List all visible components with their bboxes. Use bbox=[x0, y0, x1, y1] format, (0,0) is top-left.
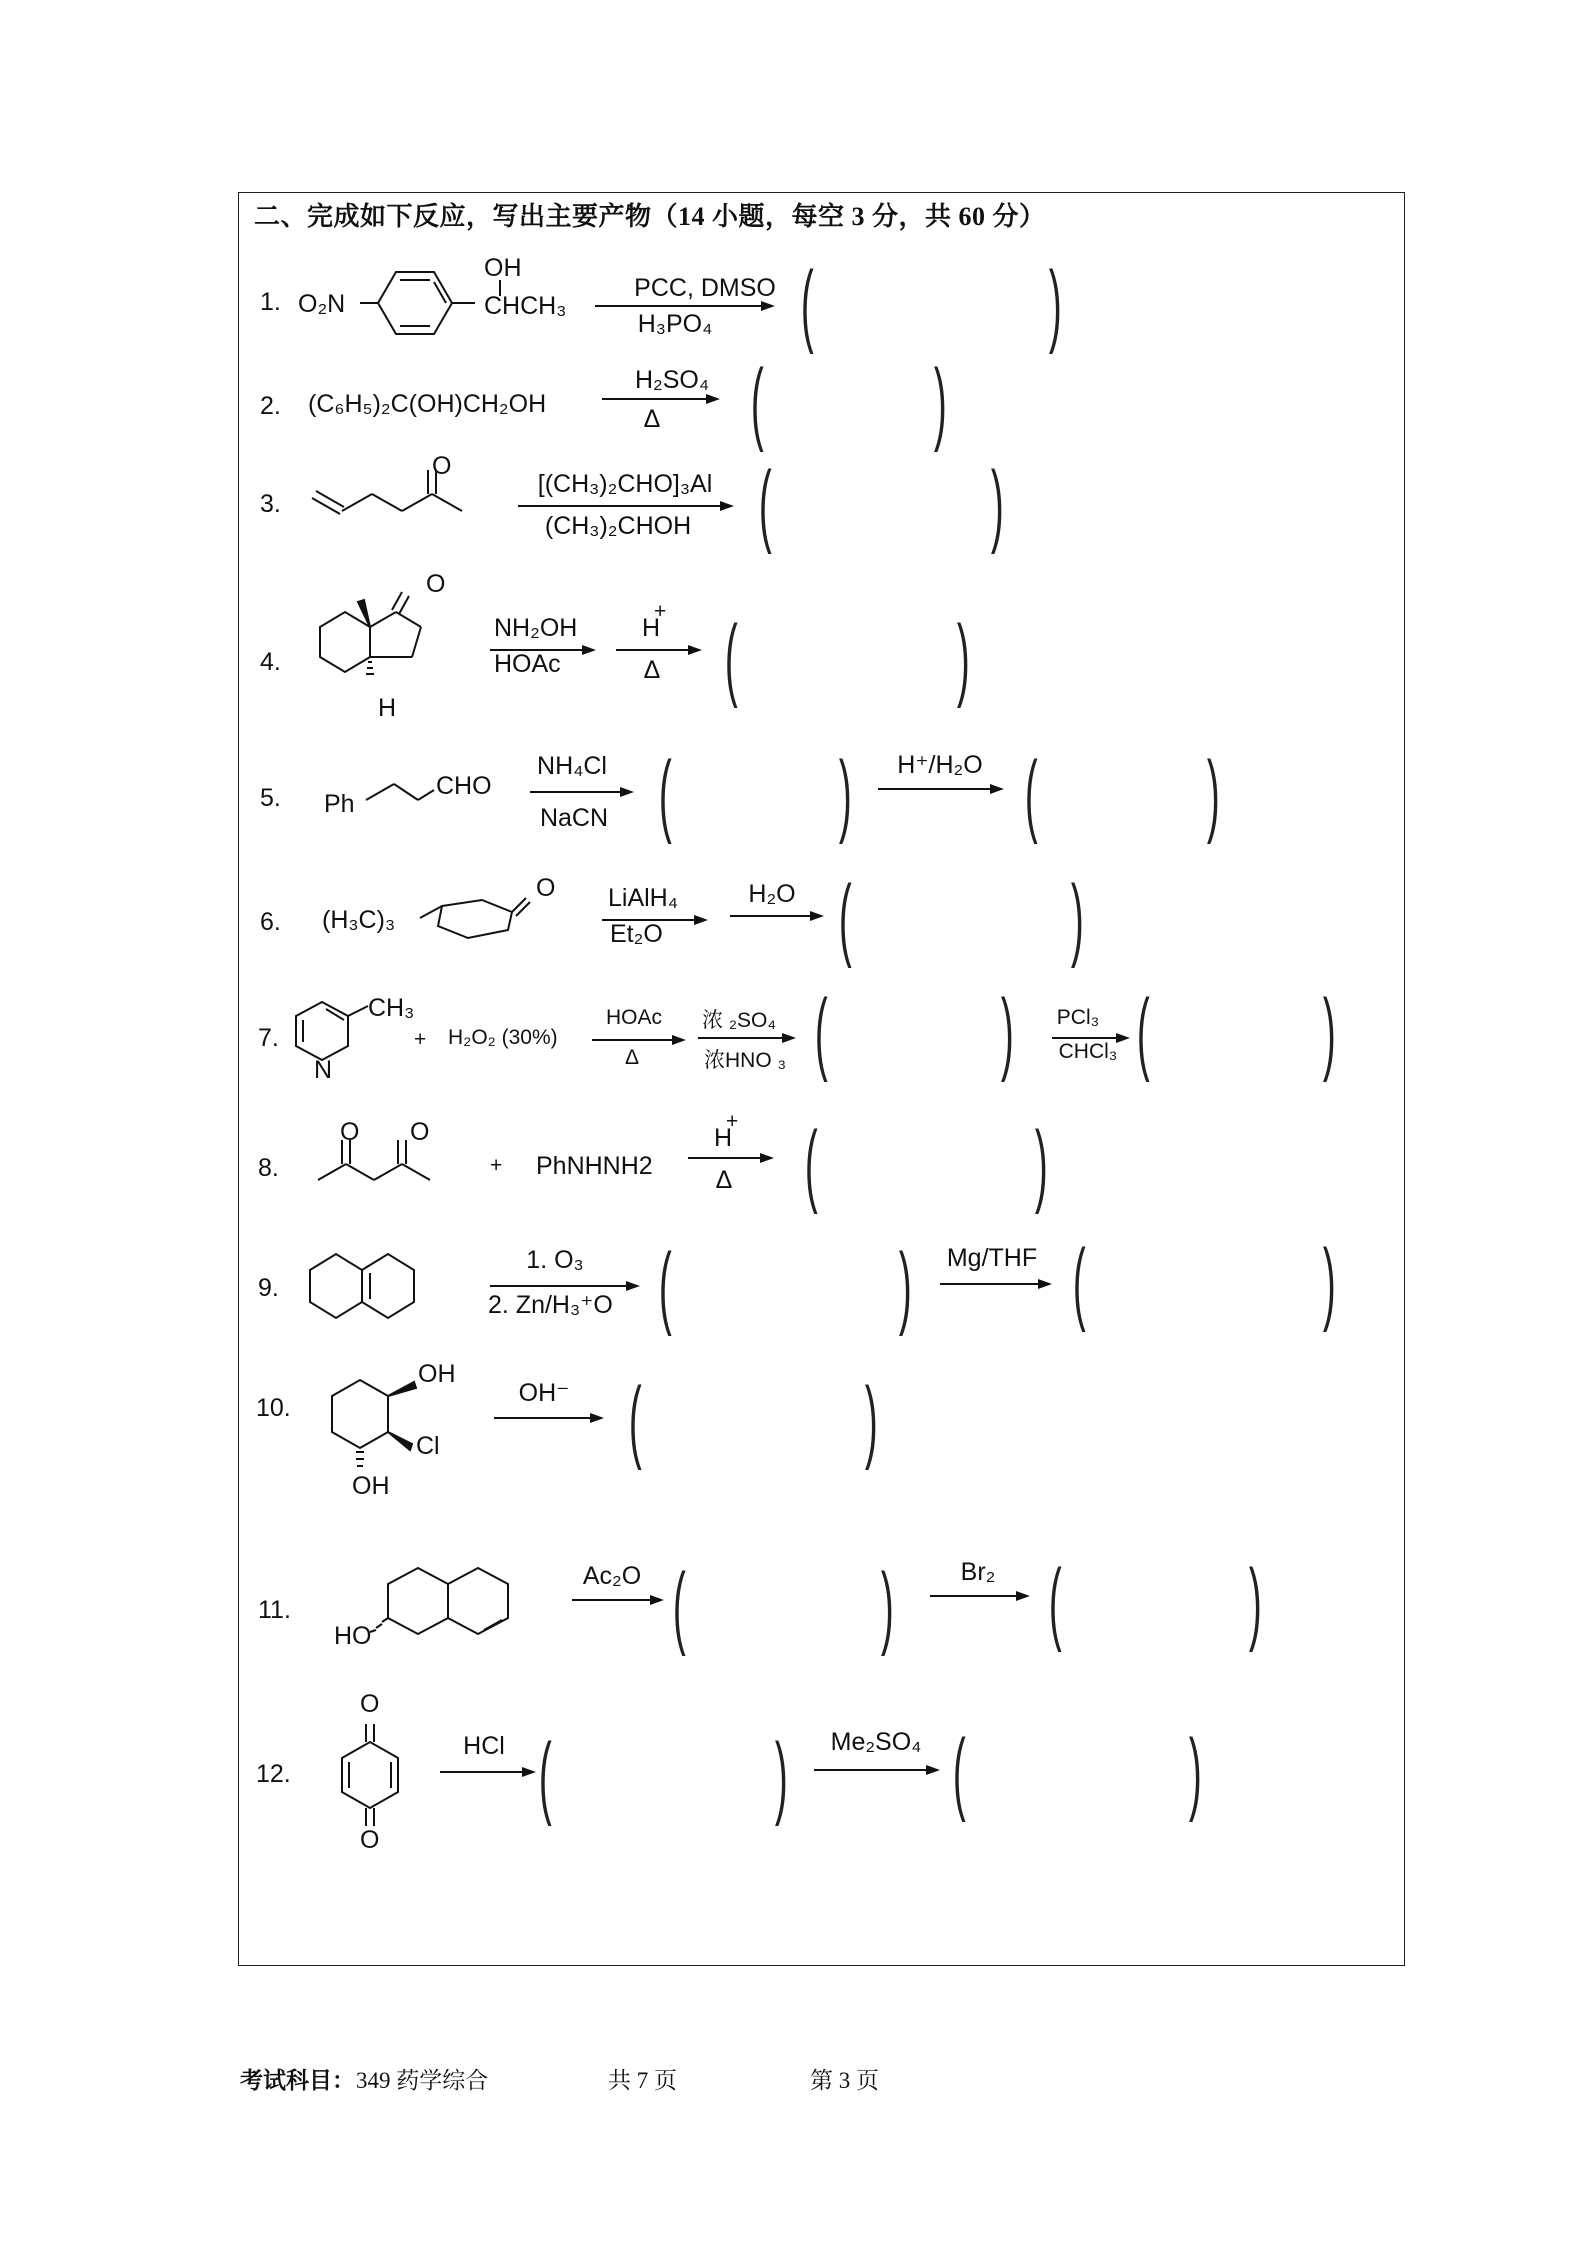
total-pages: 共 7 页 bbox=[608, 2068, 677, 2093]
base-reagent: OH⁻ bbox=[518, 1379, 570, 1407]
intermediate-open-paren: ( bbox=[658, 743, 672, 845]
answer-close-paren: ) bbox=[990, 453, 1004, 555]
reagent-above-1: 1. O₃ bbox=[526, 1246, 584, 1274]
answer-open-paren: ( bbox=[952, 1721, 966, 1823]
chch3-label: CHCH₃ bbox=[484, 292, 567, 320]
reagent-below: H₃PO₄ bbox=[637, 310, 713, 338]
acid-charge: + bbox=[726, 1110, 739, 1133]
reagent-above-2: Me₂SO₄ bbox=[830, 1728, 922, 1756]
conc-sulfuric-acid: 浓 ₂SO₄ bbox=[702, 1009, 776, 1032]
carbonyl-oxygen-2: O bbox=[410, 1118, 430, 1146]
intermediate-open-paren: ( bbox=[672, 1555, 686, 1657]
reaction-arrow-1 bbox=[440, 1766, 536, 1778]
reaction-arrow bbox=[518, 500, 734, 512]
octalin-skeleton bbox=[310, 1244, 460, 1344]
acid-charge: + bbox=[654, 600, 667, 623]
reaction-arrow-2 bbox=[940, 1278, 1052, 1290]
carbonyl-oxygen-2: O bbox=[360, 1826, 380, 1854]
reagent-above-1: Ac₂O bbox=[582, 1562, 642, 1590]
reaction-arrow-1 bbox=[572, 1594, 664, 1606]
tert-butyl-group: (H₃C)₃ bbox=[322, 906, 396, 934]
answer-open-paren: ( bbox=[1024, 743, 1038, 845]
reaction-arrow-2 bbox=[814, 1764, 940, 1776]
heat-symbol: Δ bbox=[643, 656, 661, 684]
answer-close-paren: ) bbox=[1206, 743, 1220, 845]
hydroxyl-label: OH bbox=[484, 254, 522, 282]
subject-label: 考试科目： bbox=[240, 2068, 355, 2093]
propyl-chain bbox=[366, 770, 436, 810]
item-number: 11. bbox=[258, 1596, 291, 1624]
ring-nitrogen: N bbox=[314, 1056, 333, 1084]
intermediate-close-paren: ) bbox=[774, 1725, 788, 1827]
reagent-above-1: NH₄Cl bbox=[537, 752, 607, 780]
intermediate-close-paren: ) bbox=[898, 1235, 912, 1337]
ring-fusion-hydrogen: H bbox=[378, 694, 397, 722]
current-page: 第 3 页 bbox=[810, 2068, 879, 2093]
reagent-above: H₂SO₄ bbox=[634, 366, 710, 394]
hydroxyl-bottom: OH bbox=[352, 1472, 390, 1500]
reagent-above-1: NH₂OH bbox=[494, 614, 578, 642]
intermediate-close-paren: ) bbox=[880, 1555, 894, 1657]
reagent-above-1: HCl bbox=[463, 1732, 505, 1760]
intermediate-open-paren: ( bbox=[814, 981, 828, 1083]
item-number: 1. bbox=[260, 288, 281, 316]
reaction-arrow-2 bbox=[698, 1032, 796, 1044]
answer-close-paren: ) bbox=[1048, 253, 1062, 355]
benzene-ring bbox=[360, 268, 470, 338]
reaction-arrow bbox=[602, 393, 720, 405]
methyl-label: CH₃ bbox=[368, 994, 415, 1022]
answer-close-paren: ) bbox=[864, 1369, 878, 1471]
reagent-above-2: Br₂ bbox=[960, 1558, 996, 1586]
answer-open-paren: ( bbox=[1136, 981, 1150, 1083]
answer-open-paren: ( bbox=[804, 1113, 818, 1215]
reagent-above-2: H⁺/H₂O bbox=[897, 751, 983, 779]
reaction-arrow-2 bbox=[730, 910, 824, 922]
answer-close-paren: ) bbox=[1322, 981, 1336, 1083]
plus-sign: + bbox=[414, 1028, 427, 1051]
reagent-above: [(CH₃)₂CHO]₃Al bbox=[537, 470, 713, 498]
conc-nitric-acid: 浓HNO ₃ bbox=[704, 1049, 787, 1072]
reagent-above: PCC, DMSO bbox=[634, 274, 776, 302]
plus-sign: + bbox=[490, 1154, 503, 1177]
reagent-below: (CH₃)₂CHOH bbox=[544, 512, 692, 540]
item-number: 12. bbox=[256, 1760, 291, 1788]
answer-close-paren: ) bbox=[1188, 1721, 1202, 1823]
carbonyl-oxygen-1: O bbox=[340, 1118, 360, 1146]
answer-close-paren: ) bbox=[933, 351, 947, 453]
subject-name: 349 药学综合 bbox=[356, 2068, 489, 2093]
intermediate-close-paren: ) bbox=[1000, 981, 1014, 1083]
reaction-arrow bbox=[494, 1412, 604, 1424]
reaction-arrow-2 bbox=[930, 1590, 1030, 1602]
item-number: 10. bbox=[256, 1394, 291, 1422]
condition-below: Δ bbox=[643, 405, 661, 433]
answer-close-paren: ) bbox=[1070, 867, 1084, 969]
item-number: 2. bbox=[260, 392, 281, 420]
hexenone-skeleton bbox=[310, 478, 480, 528]
reaction-arrow-1 bbox=[592, 1034, 686, 1046]
octalol-skeleton bbox=[378, 1562, 558, 1672]
item-number: 5. bbox=[260, 784, 281, 812]
reagent-above-1: LiAlH₄ bbox=[608, 884, 678, 912]
intermediate-open-paren: ( bbox=[658, 1235, 672, 1337]
reaction-arrow-2 bbox=[616, 644, 702, 656]
carbonyl-oxygen: O bbox=[426, 570, 446, 598]
chlorine-atom: Cl bbox=[416, 1432, 440, 1460]
item-number: 8. bbox=[258, 1154, 279, 1182]
answer-open-paren: ( bbox=[1072, 1231, 1086, 1333]
item-number: 6. bbox=[260, 908, 281, 936]
acid-catalyst: H bbox=[642, 614, 661, 642]
answer-open-paren: ( bbox=[800, 253, 814, 355]
answer-open-paren: ( bbox=[724, 607, 738, 709]
section-title: 二、完成如下反应，写出主要产物（14 小题，每空 3 分，共 60 分） bbox=[254, 202, 1046, 231]
reaction-arrow-1 bbox=[530, 786, 634, 798]
intermediate-close-paren: ) bbox=[838, 743, 852, 845]
reagent-above-2: H₂O bbox=[748, 880, 796, 908]
item-number: 9. bbox=[258, 1274, 279, 1302]
reaction-arrow bbox=[688, 1152, 774, 1164]
phenylhydrazine: PhNHNH2 bbox=[536, 1152, 653, 1180]
answer-open-paren: ( bbox=[750, 351, 764, 453]
intermediate-open-paren: ( bbox=[538, 1725, 552, 1827]
heat-symbol: Δ bbox=[715, 1166, 733, 1194]
reagent-above-2: Mg/THF bbox=[946, 1244, 1038, 1272]
reagent-below-1: HOAc bbox=[494, 650, 561, 678]
reagent-below-1: 2. Zn/H₃⁺O bbox=[488, 1291, 613, 1319]
heat-symbol: Δ bbox=[624, 1046, 640, 1069]
acetylacetone-skeleton bbox=[318, 1148, 458, 1194]
item-number: 7. bbox=[258, 1024, 279, 1052]
phenyl-group: Ph bbox=[324, 790, 355, 818]
cyclohexanone-chair bbox=[420, 890, 540, 940]
reagent-below-1: NaCN bbox=[539, 804, 609, 832]
hydroxyl-top: OH bbox=[418, 1360, 456, 1388]
acid-catalyst: H bbox=[714, 1124, 733, 1152]
reaction-arrow-2 bbox=[878, 783, 1004, 795]
carbonyl-oxygen: O bbox=[536, 874, 556, 902]
answer-close-paren: ) bbox=[1034, 1113, 1048, 1215]
reactant-formula: (C₆H₅)₂C(OH)CH₂OH bbox=[308, 390, 547, 418]
answer-close-paren: ) bbox=[956, 607, 970, 709]
carbonyl-oxygen: O bbox=[432, 452, 452, 480]
item-number: 3. bbox=[260, 490, 281, 518]
hydroxyl-label: HO bbox=[334, 1622, 372, 1650]
carbonyl-oxygen-1: O bbox=[360, 1690, 380, 1718]
pyridine-ring bbox=[290, 998, 380, 1088]
hydrogen-peroxide: H₂O₂ (30%) bbox=[448, 1026, 558, 1049]
answer-close-paren: ) bbox=[1248, 1551, 1262, 1653]
answer-open-paren: ( bbox=[1048, 1551, 1062, 1653]
reagent-above-3: PCl₃ bbox=[1056, 1006, 1100, 1029]
nitro-group: O₂N bbox=[298, 290, 346, 318]
aldehyde-group: CHO bbox=[436, 772, 492, 800]
answer-open-paren: ( bbox=[758, 453, 772, 555]
solvent-below-3: CHCl₃ bbox=[1058, 1040, 1118, 1063]
solvent-below-1: Et₂O bbox=[610, 920, 663, 948]
answer-close-paren: ) bbox=[1322, 1231, 1336, 1333]
item-number: 4. bbox=[260, 648, 281, 676]
reagent-above-1: HOAc bbox=[605, 1006, 663, 1029]
answer-open-paren: ( bbox=[628, 1369, 642, 1471]
answer-open-paren: ( bbox=[838, 867, 852, 969]
